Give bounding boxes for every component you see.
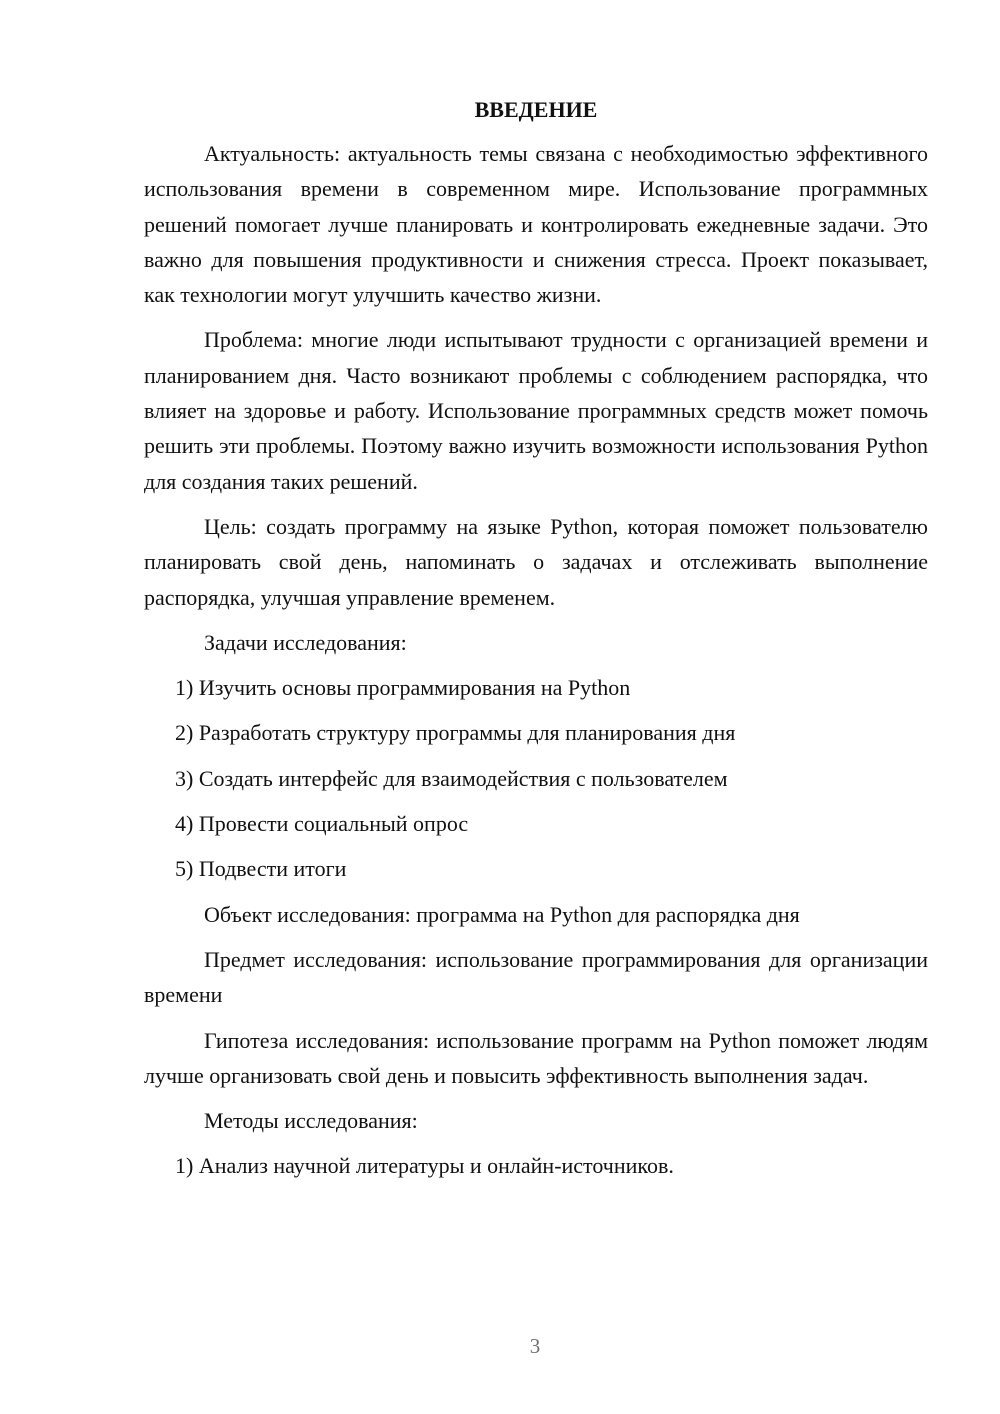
task-item: 3) Создать интерфейс для взаимодействия с пользователем	[175, 765, 728, 791]
hypothesis-paragraph: Гипотеза исследования: использование программ на Python поможет людям лучше организовать свой день и повысить эффективность выполнения задач.	[144, 1027, 928, 1088]
methods-heading: Методы исследования:	[204, 1108, 418, 1134]
task-item: 1) Изучить основы программирования на Python	[175, 675, 631, 701]
object-paragraph: Объект исследования: программа на Python для распорядка дня	[204, 901, 800, 927]
task-item: 4) Провести социальный опрос	[175, 811, 469, 837]
task-item: 2) Разработать структуру программы для планирования дня	[175, 720, 736, 746]
method-item: 1) Анализ научной литературы и онлайн-источников.	[175, 1153, 674, 1179]
task-item: 5) Подвести итоги	[175, 856, 347, 882]
relevance-paragraph: Актуальность: актуальность темы связана с необходимостью эффективного использования времени в современном мире. Использование программных решений помогает лучше планировать и контролировать ежедневные задачи. Это важно для повышения продуктивности и снижения стресса. Проект показывает, как технологии могут улучшить качество жизни.	[144, 141, 928, 308]
tasks-heading: Задачи исследования:	[204, 629, 407, 655]
goal-paragraph: Цель: создать программу на языке Python, которая поможет пользователю планировать свой день, напоминать о задачах и отслеживать выполнение распорядка, улучшая управление временем.	[144, 513, 928, 610]
problem-paragraph: Проблема: многие люди испытывают трудности с организацией времени и планированием дня. Часто возникают проблемы с соблюдением распорядка, что влияет на здоровье и работу. Использование программных средств может помочь решить эти проблемы. Поэтому важно изучить возможности использования Python для создания таких решений.	[144, 327, 928, 494]
page-number: 3	[529, 1334, 541, 1358]
page-content	[144, 94, 928, 1194]
subject-paragraph: Предмет исследования: использование программирования для организации времени	[144, 946, 928, 1008]
page-title: ВВЕДЕНИЕ	[474, 97, 598, 122]
